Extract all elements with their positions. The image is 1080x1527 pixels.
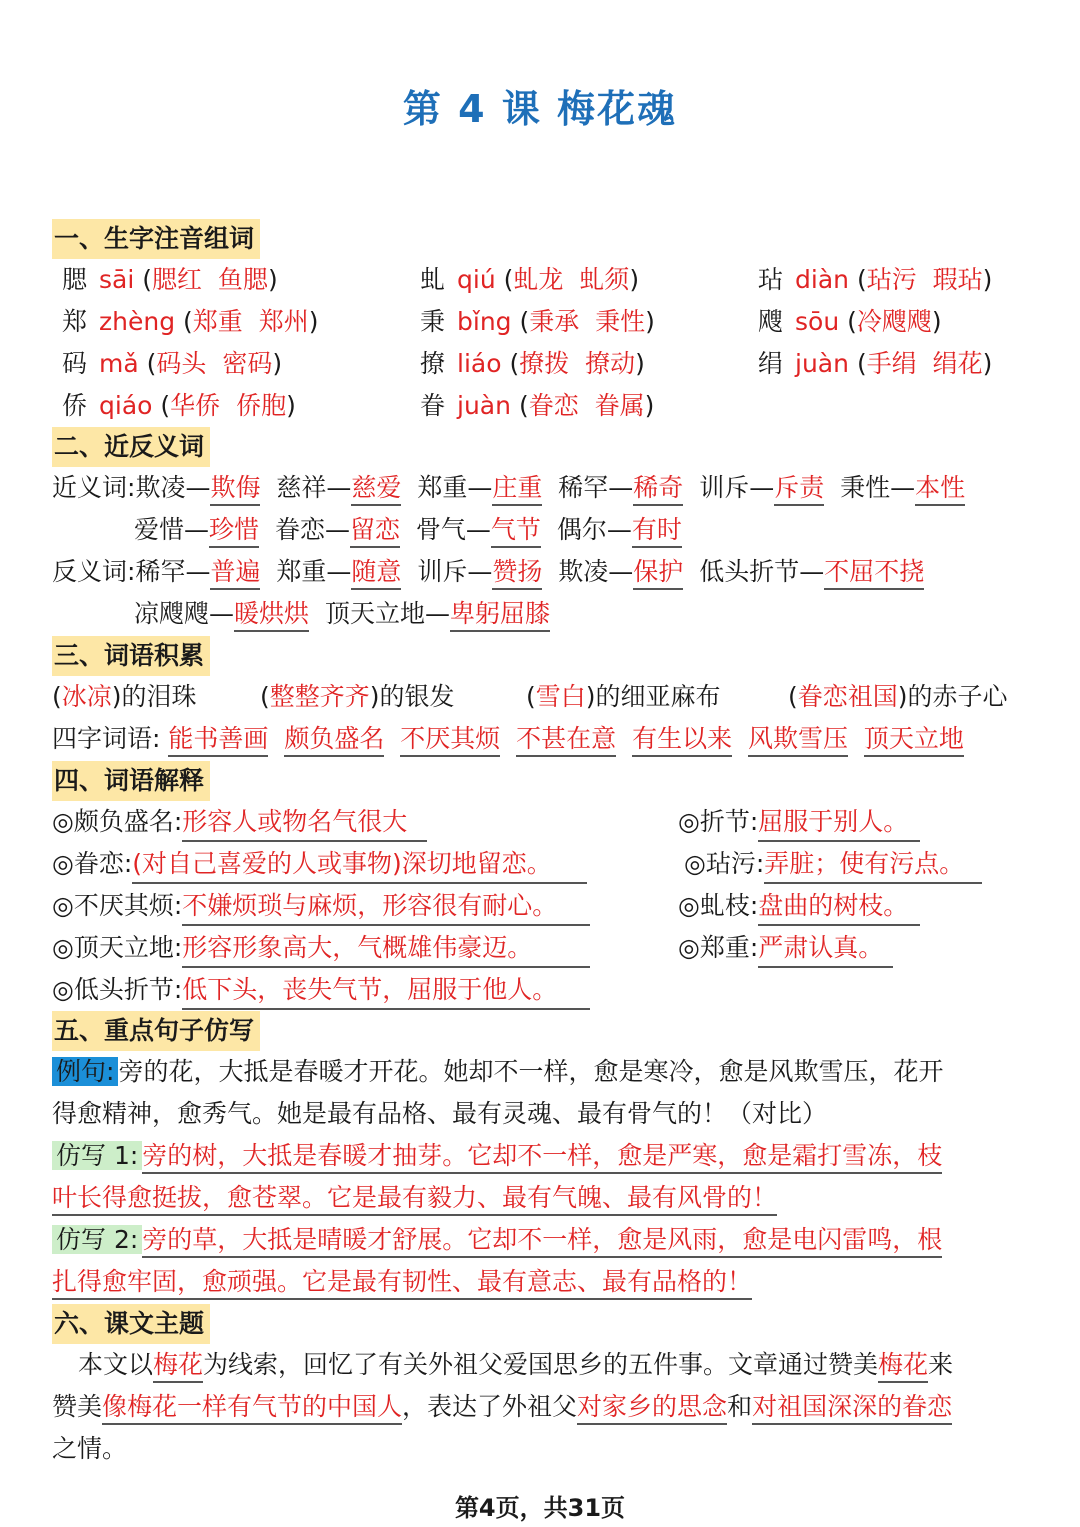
definition-item: ◎玷污:弄脏；使有污点。 xyxy=(684,846,982,884)
ant-pair: 低头折节—不屈不挠 xyxy=(699,557,924,590)
char: 飕 xyxy=(758,307,784,336)
syn-pair: 训斥—斥责 xyxy=(699,473,824,506)
definition-item: ◎眷恋:(对自己喜爱的人或事物)深切地留恋。 xyxy=(52,846,587,884)
pinyin: sāi xyxy=(99,265,135,294)
accum-item: (整整齐齐)的银发 xyxy=(260,682,455,711)
definition-item: ◎郑重:严肃认真。 xyxy=(678,930,893,968)
four-char-word: 颇负盛名 xyxy=(284,724,384,757)
synonyms-label: 近义词: xyxy=(52,473,136,502)
page-footer: 第4页，共31页 xyxy=(454,1494,626,1522)
section-heading-2: 二、近反义词 xyxy=(52,427,210,467)
definition-item: ◎颇负盛名:形容人或物名气很大 xyxy=(52,804,427,842)
char-entry xyxy=(758,346,992,382)
syn-pair: 秉性—本性 xyxy=(840,473,965,506)
pinyin: juàn xyxy=(795,349,849,378)
section-heading-4: 四、词语解释 xyxy=(52,761,210,801)
char-words: (冷飕飕) xyxy=(847,307,942,336)
page-title: 第 4 课 梅花魂 xyxy=(402,87,678,131)
section-heading-5: 五、重点句子仿写 xyxy=(52,1011,260,1051)
ant-pair: 稀罕—普遍 xyxy=(135,557,260,590)
char-entry xyxy=(62,262,278,298)
pinyin: liáo xyxy=(457,349,502,378)
pinyin: juàn xyxy=(457,391,511,420)
syn-pair: 眷恋—留恋 xyxy=(275,515,400,548)
theme-line-3: 之情。 xyxy=(52,1434,128,1463)
antonyms-label: 反义词: xyxy=(52,557,136,586)
char-entry xyxy=(758,262,992,298)
char-words: (手绢 绢花) xyxy=(856,349,993,378)
four-char-word: 风欺雪压 xyxy=(748,724,848,757)
char-words: (眷恋 眷属) xyxy=(518,391,655,420)
char: 绢 xyxy=(758,349,784,378)
four-char-word: 顶天立地 xyxy=(864,724,964,757)
theme-line-1: 本文以梅花为线索，回忆了有关外祖父爱国思乡的五件事。文章通过赞美梅花来 xyxy=(78,1347,953,1383)
example-tag: 例句: xyxy=(52,1057,118,1086)
ant-pair: 训斥—赞扬 xyxy=(417,557,542,590)
imitation-1-tag: 仿写 1: xyxy=(52,1141,142,1170)
char: 郑 xyxy=(62,307,88,336)
char-words: (虬龙 虬须) xyxy=(503,265,640,294)
four-char-word: 有生以来 xyxy=(632,724,732,757)
definition-item: ◎顶天立地:形容形象高大，气概雄伟豪迈。 xyxy=(52,930,590,968)
four-char-words-row xyxy=(52,721,964,757)
char: 码 xyxy=(62,349,88,378)
imitation-1-line-2: 叶长得愈挺拔，愈苍翠。它是最有毅力、最有气魄、最有风骨的！ xyxy=(52,1180,777,1216)
char-entry xyxy=(758,304,942,340)
char: 眷 xyxy=(420,391,446,420)
definition-item: ◎不厌其烦:不嫌烦琐与麻烦，形容很有耐心。 xyxy=(52,888,590,926)
imitation-2-tag: 仿写 2: xyxy=(52,1225,142,1254)
char: 玷 xyxy=(758,265,784,294)
antonyms-row-1 xyxy=(52,554,924,590)
pinyin: qiú xyxy=(457,265,496,294)
char-words: (玷污 瑕玷) xyxy=(856,265,993,294)
ant-pair: 郑重—随意 xyxy=(276,557,401,590)
accum-item: (眷恋祖国)的赤子心 xyxy=(788,682,1008,711)
section-heading-1: 一、生字注音组词 xyxy=(52,219,260,259)
syn-pair: 欺凌—欺侮 xyxy=(135,473,260,506)
four-char-word: 不厌其烦 xyxy=(400,724,500,757)
ant-pair: 顶天立地—卑躬屈膝 xyxy=(325,599,550,632)
syn-pair: 偶尔—有时 xyxy=(557,515,682,548)
syn-pair: 慈祥—慈爱 xyxy=(276,473,401,506)
definition-item: ◎虬枝:盘曲的树枝。 xyxy=(678,888,920,926)
char: 腮 xyxy=(62,265,88,294)
char-words: (郑重 郑州) xyxy=(183,307,319,336)
synonyms-row-1 xyxy=(52,470,965,506)
pinyin: diàn xyxy=(795,265,849,294)
imitation-1-line-1: 仿写 1: 旁的树，大抵是春暖才抽芽。它却不一样，愈是严寒，愈是霜打雪冻，枝 xyxy=(52,1138,942,1174)
char-entry xyxy=(62,346,282,382)
four-char-word: 不甚在意 xyxy=(516,724,616,757)
char-entry xyxy=(420,346,645,382)
example-sentence-line-1: 例句: 旁的花，大抵是春暖才开花。她却不一样，愈是寒冷，愈是风欺雪压，花开 xyxy=(52,1054,943,1090)
char-entry xyxy=(420,388,654,424)
synonyms-row-2 xyxy=(134,512,682,548)
pinyin: zhèng xyxy=(99,307,176,336)
pinyin: bǐng xyxy=(457,307,512,336)
char-entry xyxy=(420,304,655,340)
char: 撩 xyxy=(420,349,446,378)
ant-pair: 凉飕飕—暖烘烘 xyxy=(134,599,309,632)
char: 侨 xyxy=(62,391,88,420)
accum-item: (冰凉)的泪珠 xyxy=(52,682,197,711)
pinyin: mǎ xyxy=(99,349,139,378)
pinyin: qiáo xyxy=(99,391,153,420)
syn-pair: 骨气—气节 xyxy=(416,515,541,548)
four-char-label: 四字词语: xyxy=(52,724,161,753)
char-words: (码头 密码) xyxy=(146,349,283,378)
antonyms-row-2 xyxy=(134,596,550,632)
char-words: (华侨 侨胞) xyxy=(160,391,296,420)
char-words: (秉承 秉性) xyxy=(519,307,655,336)
syn-pair: 郑重—庄重 xyxy=(417,473,542,506)
pinyin: sōu xyxy=(795,307,840,336)
section-heading-6: 六、课文主题 xyxy=(52,1304,210,1344)
char-words: (撩拨 撩动) xyxy=(509,349,645,378)
ant-pair: 欺凌—保护 xyxy=(558,557,683,590)
imitation-2-line-2: 扎得愈牢固，愈顽强。它是最有韧性、最有意志、最有品格的！ xyxy=(52,1264,752,1300)
four-char-word: 能书善画 xyxy=(168,724,268,757)
section-heading-3: 三、词语积累 xyxy=(52,636,210,676)
syn-pair: 爱惜—珍惜 xyxy=(134,515,259,548)
example-sentence-line-2: 得愈精神，愈秀气。她是最有品格、最有灵魂、最有骨气的！（对比） xyxy=(52,1099,828,1128)
char: 虬 xyxy=(420,265,446,294)
syn-pair: 稀罕—稀奇 xyxy=(558,473,683,506)
char-words: (腮红 鱼腮) xyxy=(142,265,278,294)
theme-line-2: 赞美像梅花一样有气节的中国人，表达了外祖父对家乡的思念和对祖国深深的眷恋 xyxy=(52,1389,952,1425)
accum-item: (雪白)的细亚麻布 xyxy=(526,682,721,711)
char-entry xyxy=(420,262,639,298)
definition-item: ◎折节:屈服于别人。 xyxy=(678,804,920,842)
char-entry xyxy=(62,304,318,340)
definition-item: ◎低头折节:低下头，丧失气节，屈服于他人。 xyxy=(52,972,590,1010)
char-entry xyxy=(62,388,296,424)
imitation-2-line-1: 仿写 2: 旁的草，大抵是晴暖才舒展。它却不一样，愈是风雨，愈是电闪雷鸣，根 xyxy=(52,1222,942,1258)
char: 秉 xyxy=(420,307,446,336)
